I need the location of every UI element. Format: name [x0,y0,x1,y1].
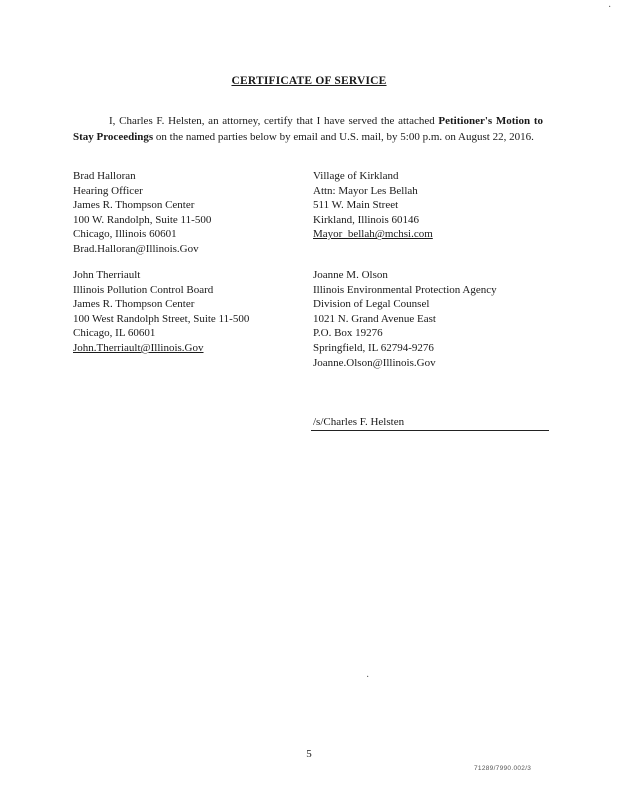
signature-line [311,430,549,431]
page-title: CERTIFICATE OF SERVICE [231,75,387,87]
address-line: 100 West Randolph Street, Suite 11-500 [73,312,250,325]
address-line: Illinois Environmental Protection Agency [313,283,497,296]
address-line: Springfield, IL 62794-9276 [313,341,434,354]
address-line: John Therriault [73,269,141,281]
address-line: Hearing Officer [73,184,143,197]
certification-paragraph [73,113,543,145]
service-party-village [313,169,433,242]
paragraph-text-after: on the named parties below by email and U.S. mail, by 5:00 p.m. on August 22, 2016. [153,131,534,143]
address-line: Brad Halloran [73,170,136,182]
signature: /s/Charles F. Helsten [313,416,405,428]
email-address: Brad.Halloran@Illinois.Gov [73,242,199,255]
address-line: Division of Legal Counsel [313,298,430,311]
page-number: 5 [306,748,312,760]
address-line: 511 W. Main Street [313,199,399,212]
address-line: James R. Thompson Center [73,298,195,311]
email-address: Joanne.Olson@Illinois.Gov [313,356,436,369]
email-link[interactable]: John.Therriault@Illinois.Gov [73,341,204,354]
scan-speck: · [366,672,370,683]
address-line: 1021 N. Grand Avenue East [313,312,436,325]
address-line: 100 W. Randolph, Suite 11-500 [73,213,212,226]
service-party-epa [313,268,497,370]
footer-document-code: 71289/7990.002/3 [474,765,532,772]
address-line: Village of Kirkland [313,170,399,182]
paragraph-text-before: I, Charles F. Helsten, an attorney, certify that I have served the attached [109,115,439,127]
address-line: Kirkland, Illinois 60146 [313,213,420,226]
address-line: P.O. Box 19276 [313,327,383,340]
address-line: Illinois Pollution Control Board [73,283,214,296]
service-party-pollution-board [73,268,249,356]
email-link[interactable]: Mayor_bellah@mchsi.com [313,228,433,241]
paragraph-bold-title: Petitioner's Motion to Stay Proceedings [73,115,543,143]
address-line: Chicago, Illinois 60601 [73,228,177,241]
scan-speck: · [608,2,612,13]
address-line: Chicago, IL 60601 [73,327,156,340]
service-party-hearing-officer [73,169,211,257]
address-line: Joanne M. Olson [313,269,388,281]
address-line: Attn: Mayor Les Bellah [313,184,418,197]
address-line: James R. Thompson Center [73,199,195,212]
